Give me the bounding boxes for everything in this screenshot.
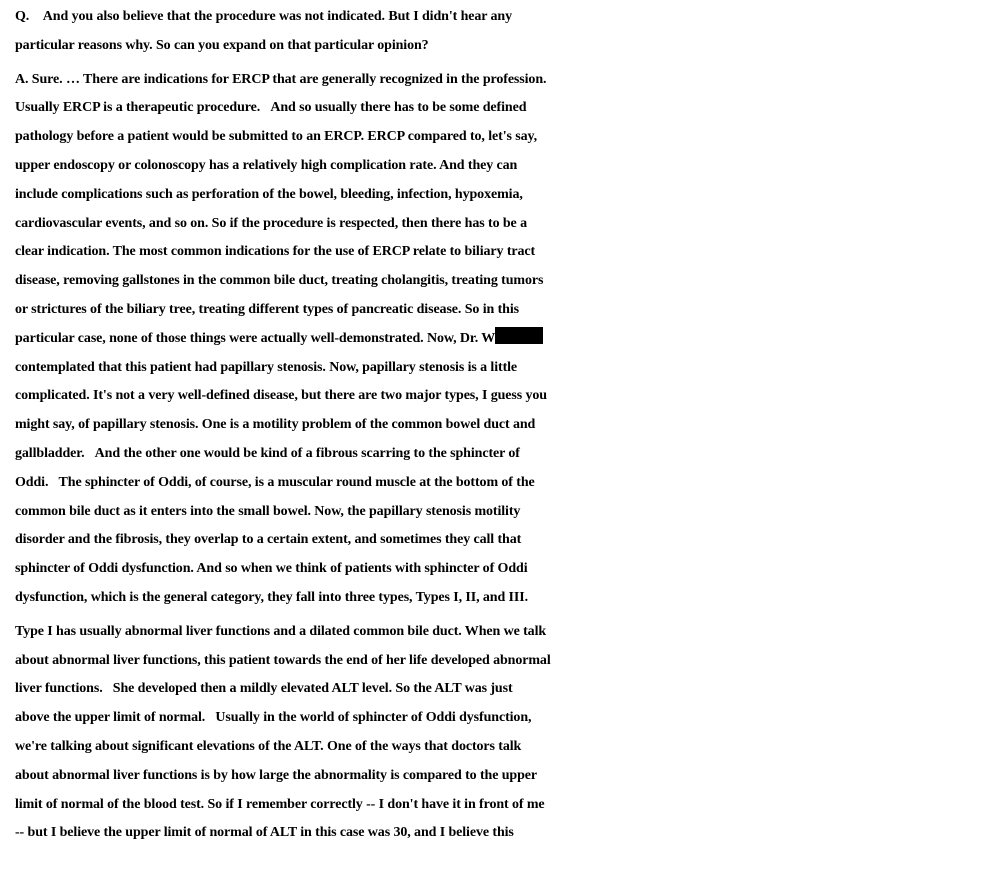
answer-line: disorder and the fibrosis, they overlap to a certain extent, and sometimes they call that — [15, 532, 522, 548]
answer-line: common bile duct as it enters into the small bowel. Now, the papillary stenosis motility — [15, 503, 521, 519]
answer-line: cardiovascular events, and so on. So if the procedure is respected, then there has to be a — [15, 215, 527, 231]
answer-paragraph — [15, 66, 999, 613]
answer-line-text: particular case, none of those things were actually well-demonstrated. Now, Dr. W — [15, 330, 496, 346]
transcript-page — [15, 3, 999, 848]
question-paragraph — [15, 3, 999, 61]
type-line: limit of normal of the blood test. So if I remember correctly -- I don't have it in front of me — [15, 796, 545, 812]
answer-line: or strictures of the biliary tree, treating different types of pancreatic disease. So in this — [15, 301, 519, 317]
answer-line: complicated. It's not a very well-defined disease, but there are two major types, I guess you — [15, 388, 547, 404]
answer-line: contemplated that this patient had papillary stenosis. Now, papillary stenosis is a little — [15, 359, 518, 375]
redaction-box — [495, 327, 543, 344]
question-line: Q. And you also believe that the procedure was not indicated. But I didn't hear any — [15, 9, 513, 24]
answer-line: A. Sure. … There are indications for ERCP that are generally recognized in the profession. — [15, 71, 547, 87]
answer-line: clear indication. The most common indications for the use of ERCP relate to biliary tract — [15, 244, 536, 260]
answer-line: include complications such as perforation of the bowel, bleeding, infection, hypoxemia, — [15, 186, 523, 202]
type-line: liver functions. She developed then a mildly elevated ALT level. So the ALT was just — [15, 681, 513, 697]
type-line: above the upper limit of normal. Usually in the world of sphincter of Oddi dysfunction, — [15, 710, 532, 726]
type-line: Type I has usually abnormal liver functions and a dilated common bile duct. When we talk — [15, 623, 547, 639]
answer-line: sphincter of Oddi dysfunction. And so when we think of patients with sphincter of Oddi — [15, 561, 528, 577]
answer-line: disease, removing gallstones in the common bile duct, treating cholangitis, treating tumors — [15, 273, 544, 289]
type-line: we're talking about significant elevations of the ALT. One of the ways that doctors talk — [15, 738, 522, 754]
answer-line: gallbladder. And the other one would be kind of a fibrous scarring to the sphincter of — [15, 445, 520, 461]
answer-line: Usually ERCP is a therapeutic procedure. And so usually there has to be some defined — [15, 100, 527, 116]
type-line: about abnormal liver functions is by how large the abnormality is compared to the upper — [15, 767, 538, 783]
type-line: -- but I believe the upper limit of normal of ALT in this case was 30, and I believe this — [15, 825, 514, 841]
answer-line-with-redaction — [15, 325, 999, 354]
answer-line: upper endoscopy or colonoscopy has a relatively high complication rate. And they can — [15, 157, 518, 173]
answer-line: might say, of papillary stenosis. One is a motility problem of the common bowel duct and — [15, 417, 536, 433]
answer-line: dysfunction, which is the general category, they fall into three types, Types I, II, and III. — [15, 589, 529, 605]
type-line: about abnormal liver functions, this patient towards the end of her life developed abnormal — [15, 652, 551, 668]
question-line: particular reasons why. So can you expand on that particular opinion? — [15, 37, 429, 53]
answer-line: pathology before a patient would be submitted to an ERCP. ERCP compared to, let's say, — [15, 129, 538, 145]
type-paragraph — [15, 618, 999, 848]
answer-line: Oddi. The sphincter of Oddi, of course, is a muscular round muscle at the bottom of the — [15, 474, 535, 490]
